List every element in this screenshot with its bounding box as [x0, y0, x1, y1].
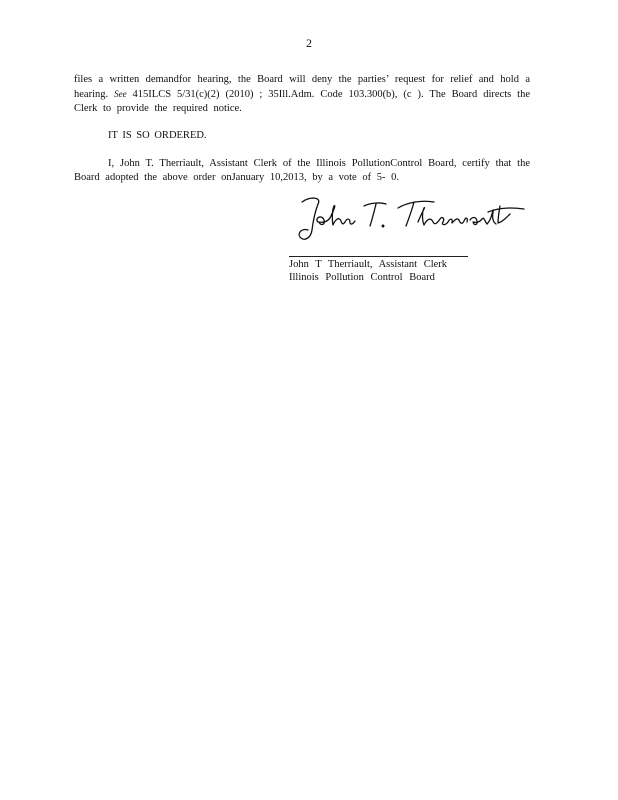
handwritten-signature [288, 192, 528, 248]
paragraph-relief-text-2: 415ILCS 5/31(c)(2) (2010) ; 35Ill.Adm. Code 103.300(b), (c ). The Board directs the Clerk to provide the required notice. [74, 89, 531, 114]
see-citation-signal: See [114, 89, 127, 99]
paragraph-relief [74, 73, 530, 116]
order-statement: IT IS SO ORDERED. [108, 130, 207, 141]
page-number: 2 [306, 36, 312, 50]
paragraph-relief-text-1: files a written demandfor hearing, the Board will deny the parties’ request for relief and hold a hearing. [74, 74, 530, 100]
signer-name-title: John T Therriault, Assistant Clerk [289, 259, 448, 270]
signature-line [289, 256, 468, 257]
signature-block [289, 258, 447, 284]
signer-organization: Illinois Pollution Control Board [289, 272, 435, 283]
certification-paragraph: I, John T. Therriault, Assistant Clerk of the Illinois PollutionControl Board, certify that the Board adopted the above order onJanuary 10,2013, by a vote of 5- 0. [74, 158, 530, 183]
